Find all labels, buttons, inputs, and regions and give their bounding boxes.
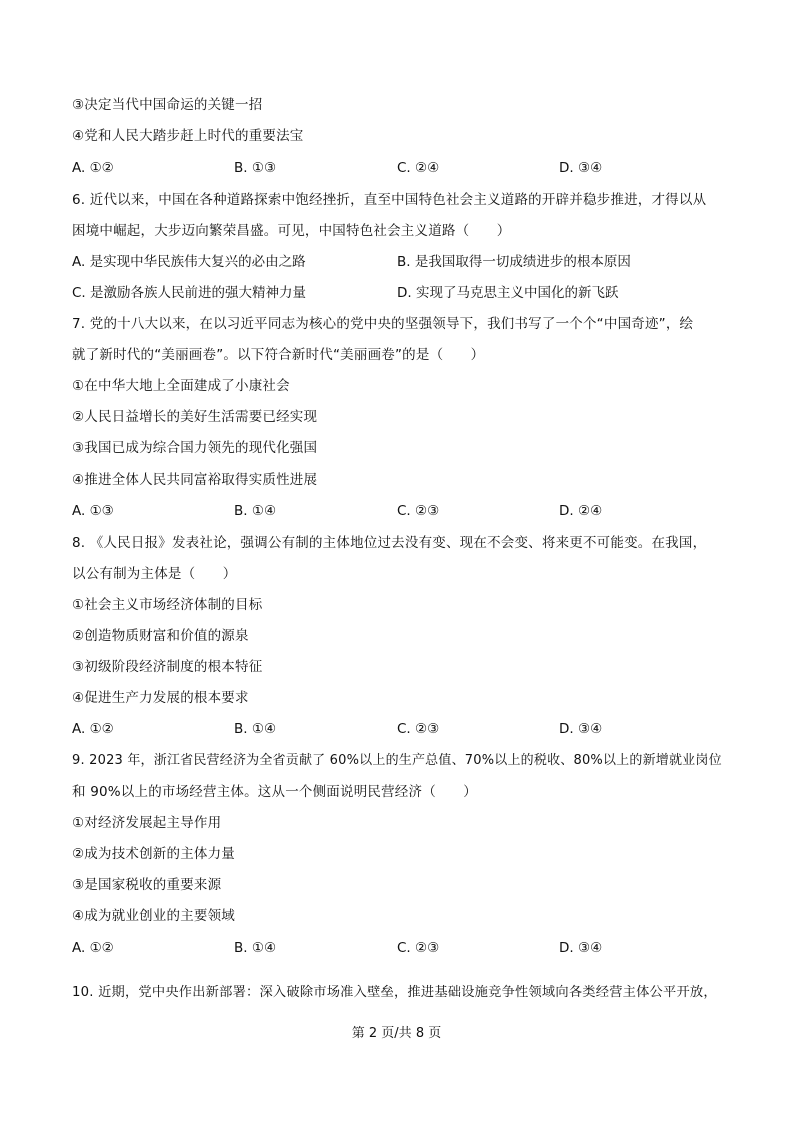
q8-option-c: C. ②③ [397,721,440,737]
q5-option-a: A. ①② [72,160,114,176]
q6-option-c: C. 是激励各族人民前进的强大精神力量 [72,285,307,301]
q6-stem-line-2: 困境中崛起，大步迈向繁荣昌盛。可见，中国特色社会主义道路（ ） [72,223,511,239]
q7-option-a: A. ①③ [72,503,114,519]
q7-item-1: ①在中华大地上全面建成了小康社会 [72,378,290,394]
q8-stem-line-2: 以公有制为主体是（ ） [72,566,237,582]
q8-item-2: ②创造物质财富和价值的源泉 [72,628,249,644]
q9-stem-line-1: 9. 2023 年，浙江省民营经济为全省贡献了 60%以上的生产总值、70%以上的税收、80%以上的新增就业岗位 [72,753,722,768]
q8-item-4: ④促进生产力发展的根本要求 [72,690,249,706]
q7-stem-line-2: 就了新时代的“美丽画卷”。以下符合新时代“美丽画卷”的是（ ） [72,347,485,363]
q9-item-4: ④成为就业创业的主要领域 [72,908,236,924]
q9-option-d: D. ③④ [559,940,603,956]
q9-option-b: B. ①④ [234,940,277,956]
q8-option-b: B. ①④ [234,721,277,737]
q7-item-3: ③我国已成为综合国力领先的现代化强国 [72,440,318,456]
q6-stem-line-1: 6. 近代以来，中国在各种道路探索中饱经挫折，直至中国特色社会主义道路的开辟并稳步推进，才得以从 [72,192,707,208]
q7-options [72,501,722,521]
q6-option-a: A. 是实现中华民族伟大复兴的必由之路 [72,254,306,270]
q9-item-3: ③是国家税收的重要来源 [72,877,222,893]
q6-options-row-1 [72,252,722,272]
q6-options-row-2 [72,283,722,303]
page-number-footer: 第 2 页/共 8 页 [351,1026,442,1041]
q8-option-d: D. ③④ [559,721,603,737]
q5-item-3: ③决定当代中国命运的关键一招 [72,97,263,113]
q8-item-1: ①社会主义市场经济体制的目标 [72,597,263,613]
q7-item-4: ④推进全体人民共同富裕取得实质性进展 [72,472,318,488]
q7-option-b: B. ①④ [234,503,277,519]
q5-options [72,158,722,178]
q5-option-d: D. ③④ [559,160,603,176]
q5-option-c: C. ②④ [397,160,440,176]
q7-item-2: ②人民日益增长的美好生活需要已经实现 [72,409,318,425]
q9-item-1: ①对经济发展起主导作用 [72,815,222,831]
q10-stem-line-1: 10. 近期，党中央作出新部署：深入破除市场准入壁垒，推进基础设施竞争性领域向各类经营主体公平开放， [72,985,717,1000]
q8-option-a: A. ①② [72,721,114,737]
q9-option-a: A. ①② [72,940,114,956]
q8-item-3: ③初级阶段经济制度的根本特征 [72,659,263,675]
q9-options [72,938,722,958]
q7-stem-line-1: 7. 党的十八大以来，在以习近平同志为核心的党中央的坚强领导下，我们书写了一个个“中国奇迹”，绘 [72,316,694,332]
q8-options [72,719,722,739]
q5-item-4: ④党和人民大踏步赶上时代的重要法宝 [72,128,304,144]
q9-stem-line-2: 和 90%以上的市场经营主体。这从一个侧面说明民营经济（ ） [72,784,477,800]
q7-option-c: C. ②③ [397,503,440,519]
q8-stem-line-1: 8. 《人民日报》发表社论，强调公有制的主体地位过去没有变、现在不会变、将来更不可能变。在我国， [72,535,707,551]
q9-option-c: C. ②③ [397,940,440,956]
q6-option-b: B. 是我国取得一切成绩进步的根本原因 [397,254,631,270]
q9-item-2: ②成为技术创新的主体力量 [72,846,236,862]
q6-option-d: D. 实现了马克思主义中国化的新飞跃 [397,285,619,301]
q5-option-b: B. ①③ [234,160,277,176]
q7-option-d: D. ②④ [559,503,603,519]
